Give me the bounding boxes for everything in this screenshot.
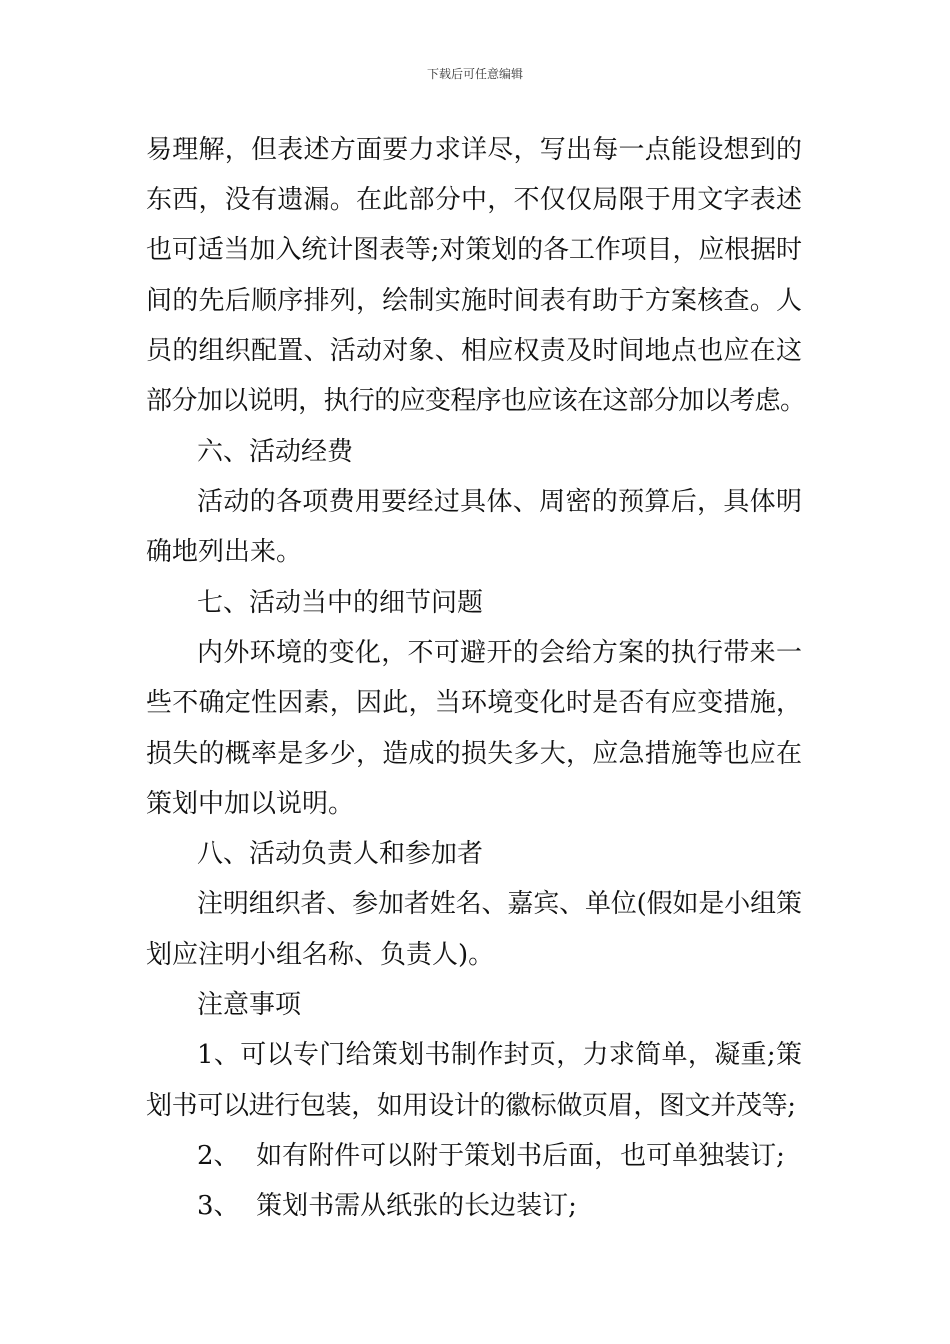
text-line-content: 3、 策划书需从纸张的长边装订; (197, 1191, 577, 1221)
text-line-content: 注意事项 (197, 990, 302, 1020)
text-line (0, 1035, 950, 1075)
text-line-content: 六、活动经费 (197, 437, 354, 467)
text-line (0, 381, 950, 421)
text-line-content: 易理解，但表述方面要力求详尽，写出每一点能设想到的 (146, 135, 803, 165)
text-line-content: 划书可以进行包装，如用设计的徽标做页眉，图文并茂等; (146, 1091, 796, 1121)
text-line (0, 784, 950, 824)
text-line-content: 确地列出来。 (146, 537, 303, 567)
text-line (0, 633, 950, 673)
text-line (0, 532, 950, 572)
text-line (0, 884, 950, 924)
text-line-content: 些不确定性因素，因此，当环境变化时是否有应变措施， (146, 688, 803, 718)
text-line (0, 935, 950, 975)
text-line (0, 331, 950, 371)
text-line (0, 130, 950, 170)
text-line (0, 281, 950, 321)
text-line-content: 间的先后顺序排列，绘制实施时间表有助于方案核查。人 (146, 286, 803, 316)
text-line (0, 1086, 950, 1126)
text-line (0, 834, 950, 874)
text-line-content: 1、可以专门给策划书制作封页，力求简单，凝重;策 (197, 1040, 803, 1070)
text-line (0, 985, 950, 1025)
text-line-content: 东西，没有遗漏。在此部分中，不仅仅局限于用文字表述 (146, 185, 803, 215)
text-line (0, 734, 950, 774)
text-line-content: 内外环境的变化，不可避开的会给方案的执行带来一 (197, 638, 803, 668)
text-line (0, 482, 950, 522)
text-line (0, 1186, 950, 1226)
text-line (0, 230, 950, 270)
text-line-content: 员的组织配置、活动对象、相应权责及时间地点也应在这 (146, 336, 803, 366)
text-line-content: 损失的概率是多少，造成的损失多大，应急措施等也应在 (146, 739, 803, 769)
text-line-content: 划应注明小组名称、负责人)。 (146, 940, 495, 970)
text-line (0, 432, 950, 472)
text-line-content: 部分加以说明，执行的应变程序也应该在这部分加以考虑。 (146, 386, 806, 416)
text-line-content: 2、 如有附件可以附于策划书后面，也可单独装订; (197, 1141, 785, 1171)
page-header: 下载后可任意编辑 (426, 67, 523, 81)
text-line (0, 583, 950, 623)
text-line-content: 八、活动负责人和参加者 (197, 839, 484, 869)
text-line (0, 1136, 950, 1176)
text-line-content: 七、活动当中的细节问题 (197, 588, 484, 618)
text-line (0, 683, 950, 723)
text-line-content: 活动的各项费用要经过具体、周密的预算后，具体明 (197, 487, 803, 517)
text-line-content: 注明组织者、参加者姓名、嘉宾、单位(假如是小组策 (197, 889, 802, 919)
text-line-content: 策划中加以说明。 (146, 789, 355, 819)
text-line-content: 也可适当加入统计图表等;对策划的各工作项目，应根据时 (146, 235, 802, 265)
text-line (0, 180, 950, 220)
